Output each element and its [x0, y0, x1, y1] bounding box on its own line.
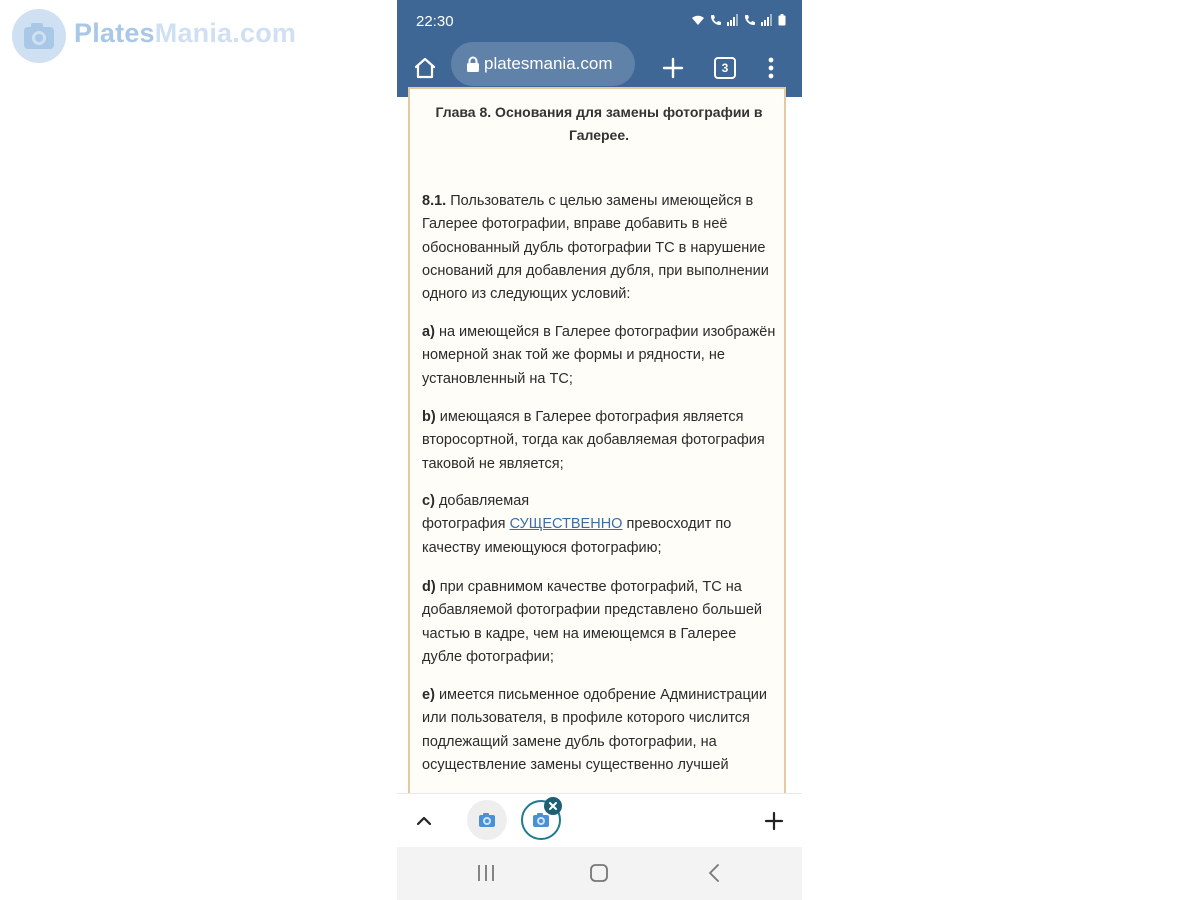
close-icon: [548, 801, 558, 811]
watermark-camera-icon: [12, 9, 66, 63]
paragraph-label: 8.1.: [422, 193, 447, 209]
signal-icon: [761, 14, 773, 26]
svg-text:PlatesMania.com: PlatesMania.com: [74, 17, 297, 48]
paragraph-text: превосходит по качеству имеющуюся фотографию;: [422, 516, 732, 556]
paragraph-text: имеется письменное одобрение Администрации или пользователя, в профиле которого числится подлежащий замене дубль фотографии, на осуществление замены существенно лучшей: [422, 687, 767, 773]
call-icon: [710, 14, 722, 26]
significantly-link[interactable]: СУЩЕСТВЕННО: [509, 516, 623, 533]
add-tab-button[interactable]: [757, 804, 791, 838]
new-tab-button[interactable]: [655, 50, 691, 86]
address-bar[interactable]: [451, 42, 635, 86]
camera-icon: [532, 812, 550, 828]
platesmania-watermark: [12, 9, 297, 63]
back-button[interactable]: [694, 857, 734, 889]
tab-switcher-button[interactable]: [707, 50, 743, 86]
battery-icon: [778, 14, 786, 26]
paragraph-label: b): [422, 409, 436, 425]
camera-icon: [478, 812, 496, 828]
status-bar: [397, 0, 802, 42]
more-menu-button[interactable]: [753, 50, 789, 86]
paragraph-a: [422, 321, 780, 391]
system-navigation-bar: [397, 847, 802, 900]
watermark-logo: [74, 16, 297, 57]
more-vert-icon: [768, 57, 774, 79]
paragraph-label: а): [422, 324, 435, 340]
paragraph-label: d): [422, 579, 436, 595]
chapter-title: Глава 8. Основания для замены фотографии в Галерее.: [435, 104, 763, 143]
recent-apps-button[interactable]: [466, 857, 506, 889]
close-tab-button[interactable]: [544, 797, 562, 815]
paragraph-8-1: [422, 190, 780, 306]
paragraph-b: [422, 406, 780, 476]
url-text: platesmania.com: [484, 54, 613, 73]
paragraph-label: c): [422, 493, 435, 509]
paragraph-text: при сравнимом качестве фотографий, ТС на добавляемой фотографии представлено большей частью в кадре, чем на имеющемся в Галерее дубле фотографии;: [422, 579, 763, 665]
paragraph-text: добавляемая: [438, 493, 530, 509]
tab-thumbnail-1[interactable]: [467, 800, 507, 840]
status-time: 22:30: [416, 13, 454, 30]
lock-icon: [466, 56, 480, 73]
signal-icon: [727, 14, 739, 26]
paragraph-text: имеющаяся в Галерее фотография является второсортной, тогда как добавляемая фотография таковой не является;: [422, 409, 765, 472]
plus-icon: [662, 57, 684, 79]
paragraph-text: фотография: [422, 516, 506, 533]
expand-tabs-button[interactable]: [407, 804, 441, 838]
wifi-icon: [691, 14, 705, 26]
tab-count: 3: [714, 57, 736, 79]
paragraph-c: [422, 490, 780, 560]
page-content[interactable]: [397, 97, 802, 793]
status-icons: [691, 14, 786, 26]
paragraph-e: [422, 684, 780, 777]
plus-icon: [765, 812, 783, 830]
recent-apps-icon: [476, 864, 496, 882]
system-home-button[interactable]: [579, 857, 619, 889]
tab-strip: [397, 793, 802, 848]
phone-screen: [397, 0, 802, 900]
chevron-up-icon: [416, 816, 432, 826]
paragraph-text: на имеющейся в Галерее фотографии изображён номерной знак той же формы и рядности, не установленный на ТС;: [422, 324, 776, 387]
back-icon: [708, 863, 720, 883]
home-nav-icon: [589, 863, 609, 883]
paragraph-d: [422, 576, 780, 669]
home-icon: [413, 56, 437, 80]
call-icon: [744, 14, 756, 26]
home-button[interactable]: [407, 50, 443, 86]
paragraph-text: Пользователь с целью замены имеющейся в Галерее фотографии, вправе добавить в неё обоснованный дубль фотографии ТС в нарушение оснований для добавления дубля, при выполнении одного из следующих условий:: [422, 193, 769, 303]
rules-card: [408, 87, 786, 807]
paragraph-label: e): [422, 687, 435, 703]
